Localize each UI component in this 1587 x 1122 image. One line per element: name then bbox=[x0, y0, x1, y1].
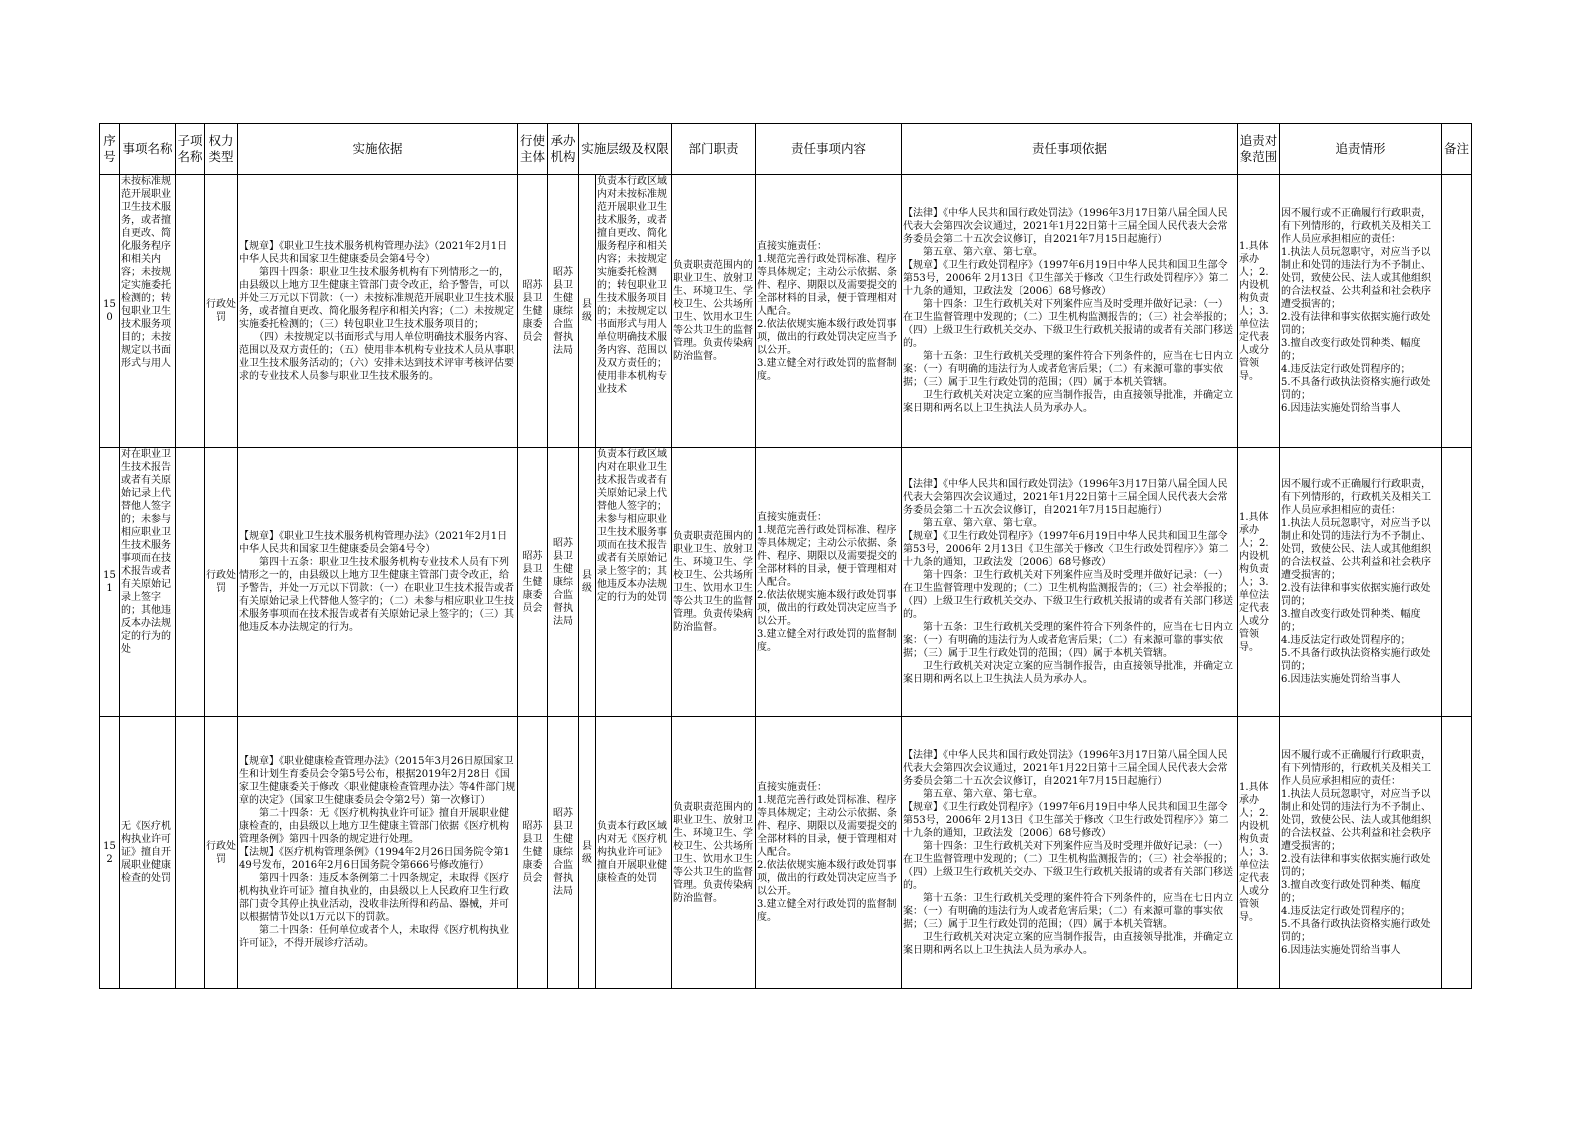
accountability-situation-line: 5.不具备行政执法资格实施行政处罚的； bbox=[1281, 377, 1431, 401]
implementation-basis-line: 【法规】《医疗机构管理条例》（1994年2月26日国务院令第149号发布，2016年2月6日国务院令第666号修改施行） bbox=[239, 847, 510, 871]
accountability-scope: 1.具体承办人；2.内设机构负责人；3.单位法定代表人或分管领导。 bbox=[1239, 511, 1270, 653]
implementation-basis bbox=[239, 755, 516, 950]
accountability-situation-line: 2.没有法律和事实依据实施行政处罚的； bbox=[1281, 312, 1431, 336]
accountability-situation-line: 6.因违法实施处罚给当事人 bbox=[1281, 674, 1401, 685]
department-duty: 负责职责范围内的职业卫生、放射卫生、环境卫生、学校卫生、公共场所卫生、饮用水卫生等公共卫生的监督管理。负责传染病防治监督。 bbox=[673, 260, 754, 362]
power-type: 行政处罚 bbox=[206, 840, 236, 865]
accountability-situation-line: 因不履行或不正确履行行政职责，有下列情形的，行政机关及相关工作人员应承担相应的责任： bbox=[1281, 479, 1432, 516]
responsibility-basis-line: 卫生行政机关对决定立案的应当制作报告，由直接领导批准，并确定立案日期和两名以上卫生执法人员为承办人。 bbox=[903, 390, 1234, 414]
accountability-situation-line: 2.没有法律和事实依据实施行政处罚的； bbox=[1281, 583, 1431, 607]
implementation-basis-line: 第二十四条：无《医疗机构执业许可证》擅自开展职业健康检查的，由县级以上地方卫生健康主管部门依据《医疗机构管理条例》第四十四条的规定进行处理。 bbox=[239, 808, 509, 845]
responsibility-content-line: 3.建立健全对行政处罚的监督制度。 bbox=[757, 899, 897, 923]
responsibility-basis-line: 第十五条：卫生行政机关受理的案件符合下列条件的，应当在七日内立案：（一）有明确的违法行为人或者危害后果；（二）有来源可靠的事实依据；（三）属于卫生行政处罚的范围；（四）属于本机关管辖。 bbox=[903, 622, 1234, 659]
implementation-level: 县级 bbox=[582, 840, 592, 865]
accountability-situation-line: 6.因违法实施处罚给当事人 bbox=[1281, 403, 1401, 414]
accountability-situation-line: 1.执法人员玩忽职守，对应当予以制止和处罚的违法行为不予制止、处罚，致使公民、法人或其他组织的合法权益、公共利益和社会秩序遭受损害的； bbox=[1281, 518, 1432, 581]
power-type: 行政处罚 bbox=[206, 570, 236, 594]
power-type: 行政处罚 bbox=[206, 299, 236, 323]
responsibility-basis-line: 【法律】《中华人民共和国行政处罚法》（1996年3月17日第八届全国人民代表大会第四次会议通过，2021年1月22日第十三届全国人民代表大会常务委员会第二十五次会议修订，自2021年7月15日起施行） bbox=[903, 479, 1228, 516]
table-row bbox=[100, 448, 1472, 717]
responsibility-basis bbox=[903, 478, 1236, 686]
accountability-situation-line: 1.执法人员玩忽职守，对应当予以制止和处罚的违法行为不予制止、处罚，致使公民、法人或其他组织的合法权益、公共利益和社会秩序遭受损害的； bbox=[1281, 788, 1432, 852]
implementation-level: 县级 bbox=[582, 570, 592, 594]
accountability-situation-line: 2.没有法律和事实依据实施行政处罚的； bbox=[1281, 853, 1431, 878]
row-number: 150 bbox=[103, 299, 116, 323]
implementation-basis-line: （四）未按规定以书面形式与用人单位明确技术服务内容、范围以及双方责任的；（五）使用非本机构专业技术人员从事职业卫生技术服务活动的；（六）安排未达到技术评审考核评估要求的专业技术人员参与职业卫生技术服务的。 bbox=[239, 331, 514, 382]
accountability-situation-line: 3.擅自改变行政处罚种类、幅度的； bbox=[1281, 879, 1421, 904]
accountability-situation-line: 5.不具备行政执法资格实施行政处罚的； bbox=[1281, 918, 1431, 943]
accountability-situation-line: 4.违反法定行政处罚程序的； bbox=[1281, 364, 1411, 375]
power-list-table bbox=[99, 123, 1472, 989]
header-resp-content: 责任事项内容 bbox=[756, 124, 902, 175]
accountability-scope: 1.具体承办人；2.内设机构负责人；3.单位法定代表人或分管领导。 bbox=[1239, 240, 1270, 382]
responsibility-basis-line: 卫生行政机关对决定立案的应当制作报告，由直接领导批准，并确定立案日期和两名以上卫生执法人员为承办人。 bbox=[903, 661, 1234, 685]
header-sub-item: 子项名称 bbox=[176, 124, 205, 175]
accountability-situation bbox=[1281, 749, 1440, 957]
accountability-situation-line: 6.因违法实施处罚给当事人 bbox=[1281, 944, 1401, 956]
header-scope: 追责对象范围 bbox=[1238, 124, 1280, 175]
table-row bbox=[100, 175, 1472, 448]
responsibility-basis-line: 第十五条：卫生行政机关受理的案件符合下列条件的，应当在七日内立案：（一）有明确的违法行为人或者危害后果；（二）有来源可靠的事实依据；（三）属于卫生行政处罚的范围；（四）属于本机关管辖。 bbox=[903, 351, 1234, 388]
implementation-basis-line: 第四十五条：职业卫生技术服务机构专业技术人员有下列情形之一的，由县级以上地方卫生健康主管部门责令改正，给予警告，并处一万元以下罚款：（一）在职业卫生技术报告或者有关原始记录上代替他人签字的；（二）未参与相应职业卫生技术服务事项而在技术报告或者有关原始记录上签字的；（三）其他违反本办法规定的行为。 bbox=[239, 557, 514, 633]
implementation-basis-line: 第二十四条：任何单位或者个人，未取得《医疗机构执业许可证》，不得开展诊疗活动。 bbox=[239, 925, 509, 949]
accountability-situation-line: 因不履行或不正确履行行政职责，有下列情形的，行政机关及相关工作人员应承担相应的责任： bbox=[1281, 749, 1432, 787]
responsibility-content-line: 2.依法依规实施本级行政处罚事项，做出的行政处罚决定应当予以公开。 bbox=[757, 860, 898, 897]
accountability-situation-line: 4.违反法定行政处罚程序的； bbox=[1281, 635, 1411, 646]
handling-org: 昭苏县卫生健康综合监督执法局 bbox=[553, 808, 573, 897]
implementation-basis-line: 第四十四条：违反本条例第二十四条规定，未取得《医疗机构执业许可证》擅自执业的，由县级以上人民政府卫生行政部门责令其停止执业活动，没收非法所得和药品、器械，并可以根据情节处以1万元以下的罚款。 bbox=[239, 873, 509, 923]
header-item-name: 事项名称 bbox=[120, 124, 176, 175]
responsibility-basis-line: 第十四条：卫生行政机关对下列案件应当及时受理并做好记录：（一）在卫生监督管理中发现的；（二）卫生机构监测报告的；（三）社会举报的；（四）上级卫生行政机关交办、下级卫生行政机关报请的或者有关部门移送的。 bbox=[903, 840, 1234, 891]
header-power-type: 权力类型 bbox=[205, 124, 238, 175]
responsibility-basis-line: 【法律】《中华人民共和国行政处罚法》（1996年3月17日第八届全国人民代表大会第四次会议通过，2021年1月22日第十三届全国人民代表大会常务委员会第二十五次会议修订，自2021年7月15日起施行） bbox=[903, 208, 1228, 245]
accountability-situation-line: 3.擅自改变行政处罚种类、幅度的； bbox=[1281, 609, 1421, 633]
table-row bbox=[100, 717, 1472, 989]
accountability-situation-line: 5.不具备行政执法资格实施行政处罚的； bbox=[1281, 648, 1431, 672]
responsibility-content-line: 3.建立健全对行政处罚的监督制度。 bbox=[757, 628, 897, 653]
responsibility-basis-line: 第五章、第六章、第七章。 bbox=[903, 247, 1044, 258]
responsibility-basis-line: 【规章】《卫生行政处罚程序》（1997年6月19日中华人民共和国卫生部令第53号，2006年 2月13日《卫生部关于修改〈卫生行政处罚程序〉》第二十九条的通知，卫政法发〔2006〕68号修改） bbox=[903, 531, 1229, 568]
responsibility-basis-line: 【法律】《中华人民共和国行政处罚法》（1996年3月17日第八届全国人民代表大会第四次会议通过，2021年1月22日第十三届全国人民代表大会常务委员会第二十五次会议修订，自2021年7月15日起施行） bbox=[903, 749, 1228, 787]
header-level: 实施层级及权限 bbox=[579, 124, 672, 175]
responsibility-basis-line: 【规章】《卫生行政处罚程序》（1997年6月19日中华人民共和国卫生部令第53号，2006年 2月13日《卫生部关于修改〈卫生行政处罚程序〉》第二十九条的通知，卫政法发〔2006〕68号修改） bbox=[903, 801, 1229, 839]
executing-subject: 昭苏县卫生健康委员会 bbox=[522, 550, 543, 614]
responsibility-basis-line: 第十五条：卫生行政机关受理的案件符合下列条件的，应当在七日内立案：（一）有明确的违法行为人或者危害后果；（二）有来源可靠的事实依据；（三）属于卫生行政处罚的范围；（四）属于本机关管辖。 bbox=[903, 892, 1234, 930]
implementation-basis bbox=[239, 240, 516, 383]
header-basis: 实施依据 bbox=[238, 124, 518, 175]
accountability-situation bbox=[1281, 207, 1440, 415]
responsibility-content-line: 直接实施责任： bbox=[757, 240, 828, 252]
header-row bbox=[100, 124, 1472, 175]
responsibility-content bbox=[757, 781, 900, 924]
responsibility-basis bbox=[903, 749, 1236, 957]
header-subject: 行使主体 bbox=[518, 124, 548, 175]
responsibility-basis-line: 卫生行政机关对决定立案的应当制作报告，由直接领导批准，并确定立案日期和两名以上卫生执法人员为承办人。 bbox=[903, 931, 1234, 956]
implementation-level: 县级 bbox=[582, 299, 592, 323]
level-authority: 负责本行政区域内对无《医疗机构执业许可证》擅自开展职业健康检查的处罚 bbox=[597, 821, 667, 884]
accountability-scope: 1.具体承办人；2.内设机构负责人；3.单位法定代表人或分管领导。 bbox=[1239, 782, 1270, 923]
level-authority: 负责本行政区域内对未按标准规范开展职业卫生技术服务，或者擅自更改、简化服务程序和相关内容；未按规定实施委托检测的；转包职业卫生技术服务项目的；未按规定以书面形式与用人单位明确技术服务内容、范围以及双方责任的；使用非本机构专业技术 bbox=[597, 176, 667, 395]
header-remark: 备注 bbox=[1442, 124, 1472, 175]
responsibility-content-line: 直接实施责任： bbox=[757, 511, 828, 523]
responsibility-content-line: 1.规范完善行政处罚标准、程序等具体规定；主动公示依据、条件、程序、期限以及需要提交的全部材料的目录，便于管理相对人配合。 bbox=[757, 524, 898, 588]
accountability-situation-line: 4.违反法定行政处罚程序的； bbox=[1281, 905, 1411, 917]
responsibility-basis-line: 第十四条：卫生行政机关对下列案件应当及时受理并做好记录：（一）在卫生监督管理中发现的；（二）卫生机构监测报告的；（三）社会举报的；（四）上级卫生行政机关交办、下级卫生行政机关报请的或者有关部门移送的。 bbox=[903, 299, 1234, 349]
header-situation: 追责情形 bbox=[1280, 124, 1442, 175]
implementation-basis bbox=[239, 530, 516, 634]
department-duty: 负责职责范围内的职业卫生、放射卫生、环境卫生、学校卫生、公共场所卫生、饮用水卫生等公共卫生的监督管理。负责传染病防治监督。 bbox=[673, 801, 754, 904]
responsibility-content-line: 2.依法依规实施本级行政处罚事项，做出的行政处罚决定应当予以公开。 bbox=[757, 589, 898, 627]
header-org: 承办机构 bbox=[548, 124, 579, 175]
responsibility-content bbox=[757, 511, 900, 654]
row-number: 152 bbox=[103, 840, 116, 865]
responsibility-basis-line: 第五章、第六章、第七章。 bbox=[903, 788, 1044, 800]
responsibility-content-line: 1.规范完善行政处罚标准、程序等具体规定；主动公示依据、条件、程序、期限以及需要提交的全部材料的目录，便于管理相对人配合。 bbox=[757, 253, 898, 317]
accountability-situation-line: 因不履行或不正确履行行政职责，有下列情形的，行政机关及相关工作人员应承担相应的责任： bbox=[1281, 208, 1432, 245]
responsibility-content-line: 2.依法依规实施本级行政处罚事项，做出的行政处罚决定应当予以公开。 bbox=[757, 318, 898, 356]
responsibility-basis bbox=[903, 207, 1236, 415]
implementation-basis-line: 第四十四条：职业卫生技术服务机构有下列情形之一的，由县级以上地方卫生健康主管部门责令改正，给予警告，可以并处三万元以下罚款：（一）未按标准规范开展职业卫生技术服务，或者擅自更改、简化服务程序和相关内容；（二）未按规定实施委托检测的；（三）转包职业卫生技术服务项目的； bbox=[239, 266, 514, 330]
accountability-situation-line: 1.执法人员玩忽职守，对应当予以制止和处罚的违法行为不予制止、处罚，致使公民、法人或其他组织的合法权益、公共利益和社会秩序遭受损害的； bbox=[1281, 247, 1432, 310]
handling-org: 昭苏县卫生健康综合监督执法局 bbox=[553, 537, 573, 627]
accountability-situation bbox=[1281, 478, 1440, 686]
item-name: 对在职业卫生技术报告或者有关原始记录上代替他人签字的；未参与相应职业卫生技术服务事项而在技术报告或者有关原始记录上签字的；其他违反本办法规定的行为的处 bbox=[121, 449, 171, 655]
responsibility-content-line: 3.建立健全对行政处罚的监督制度。 bbox=[757, 357, 897, 382]
department-duty: 负责职责范围内的职业卫生、放射卫生、环境卫生、学校卫生、公共场所卫生、饮用水卫生等公共卫生的监督管理。负责传染病防治监督。 bbox=[673, 531, 754, 633]
header-resp-basis: 责任事项依据 bbox=[902, 124, 1238, 175]
executing-subject: 昭苏县卫生健康委员会 bbox=[522, 279, 543, 343]
responsibility-basis-line: 第十四条：卫生行政机关对下列案件应当及时受理并做好记录：（一）在卫生监督管理中发现的；（二）卫生机构监测报告的；（三）社会举报的；（四）上级卫生行政机关交办、下级卫生行政机关报请的或者有关部门移送的。 bbox=[903, 570, 1234, 620]
level-authority: 负责本行政区域内对在职业卫生技术报告或者有关原始记录上代替他人签字的；未参与相应职业卫生技术服务事项而在技术报告或者有关原始记录上签字的；其他违反本办法规定的行为的处罚 bbox=[597, 449, 667, 603]
header-duty: 部门职责 bbox=[672, 124, 756, 175]
row-number: 151 bbox=[103, 570, 116, 594]
responsibility-basis-line: 第五章、第六章、第七章。 bbox=[903, 518, 1044, 529]
implementation-basis-line: 【规章】《职业卫生技术服务机构管理办法》（2021年2月1日中华人民共和国家卫生健康委员会第4号令） bbox=[239, 531, 508, 555]
item-name: 未按标准规范开展职业卫生技术服务，或者擅自更改、简化服务程序和相关内容；未按规定实施委托检测的；转包职业卫生技术服务项目的；未按规定以书面形式与用人 bbox=[121, 176, 171, 369]
implementation-basis-line: 【规章】《职业卫生技术服务机构管理办法》（2021年2月1日中华人民共和国家卫生健康委员会第4号令） bbox=[239, 240, 508, 265]
responsibility-content-line: 1.规范完善行政处罚标准、程序等具体规定；主动公示依据、条件、程序、期限以及需要提交的全部材料的目录，便于管理相对人配合。 bbox=[757, 795, 898, 858]
responsibility-content bbox=[757, 240, 900, 383]
item-name: 无《医疗机构执业许可证》擅自开展职业健康检查的处罚 bbox=[121, 821, 171, 884]
responsibility-basis-line: 【规章】《卫生行政处罚程序》（1997年6月19日中华人民共和国卫生部令第53号，2006年 2月13日《卫生部关于修改〈卫生行政处罚程序〉》第二十九条的通知，卫政法发〔2006〕68号修改） bbox=[903, 260, 1229, 297]
header-seq: 序号 bbox=[100, 124, 120, 175]
accountability-situation-line: 3.擅自改变行政处罚种类、幅度的； bbox=[1281, 338, 1421, 362]
implementation-basis-line: 【规章】《职业健康检查管理办法》（2015年3月26日原国家卫生和计划生育委员会令第5号公布，根据2019年2月28日《国家卫生健康委关于修改〈职业健康检查管理办法〉等4件部门规章的决定》（国家卫生健康委员会令第2号）第一次修订） bbox=[239, 756, 516, 806]
responsibility-content-line: 直接实施责任： bbox=[757, 782, 828, 793]
executing-subject: 昭苏县卫生健康委员会 bbox=[522, 821, 543, 884]
handling-org: 昭苏县卫生健康综合监督执法局 bbox=[553, 266, 573, 356]
